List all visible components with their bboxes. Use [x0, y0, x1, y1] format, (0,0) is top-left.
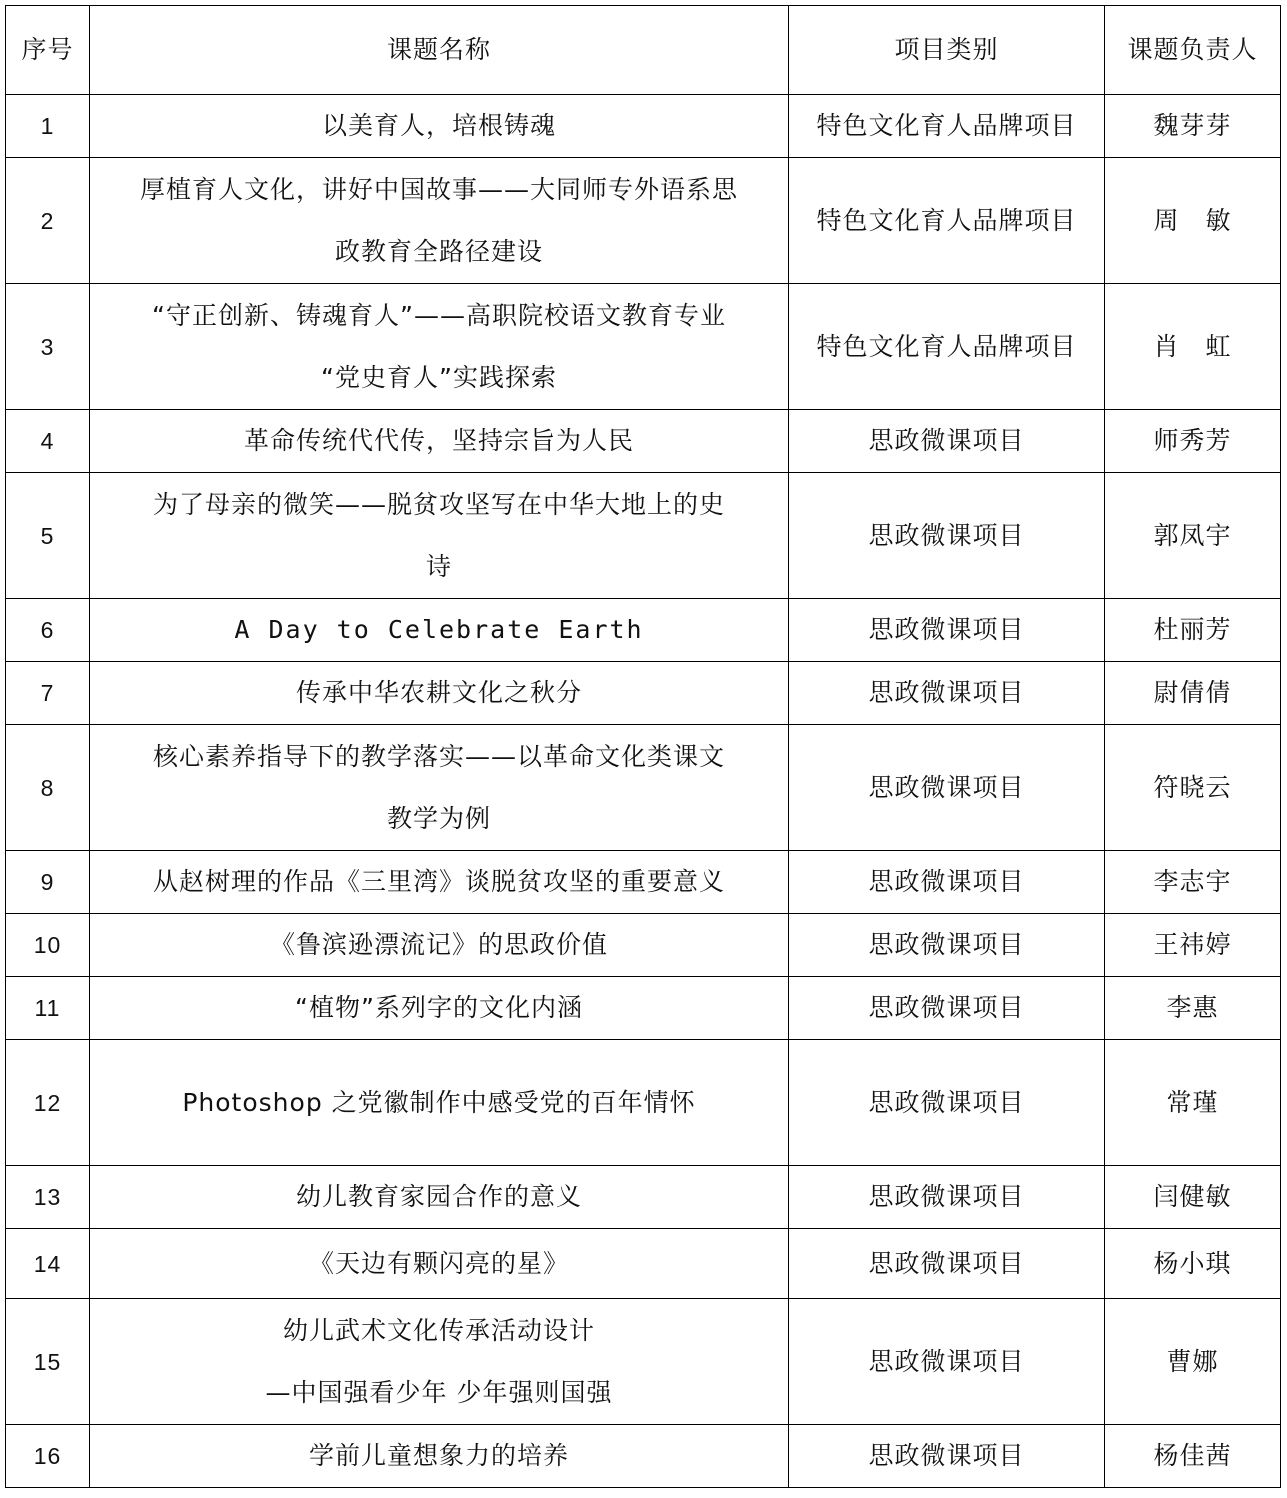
row-category: 思政微课项目: [789, 410, 1105, 473]
title-line: 学前儿童想象力的培养: [308, 1441, 569, 1470]
title-line: 幼儿教育家园合作的意义: [295, 1182, 582, 1211]
table-row: [6, 662, 1281, 725]
table-row: [6, 1299, 1281, 1425]
row-category: 思政微课项目: [789, 1166, 1105, 1229]
row-leader: 杨小琪: [1105, 1229, 1281, 1299]
title-line: 传承中华农耕文化之秋分: [295, 678, 582, 707]
row-index: 14: [6, 1229, 90, 1299]
title-line: “植物”系列字的文化内涵: [295, 993, 583, 1022]
table-row: [6, 1229, 1281, 1299]
table-row: [6, 851, 1281, 914]
table-row: [6, 914, 1281, 977]
header-leader: 课题负责人: [1105, 6, 1281, 95]
row-category: 思政微课项目: [789, 662, 1105, 725]
title-line: 《天边有颗闪亮的星》: [308, 1248, 569, 1278]
row-title: [90, 1299, 789, 1425]
row-leader: 李志宇: [1105, 851, 1281, 914]
title-line: 厚植育人文化，讲好中国故事——大同师专外语系思: [139, 174, 738, 204]
row-leader: 李惠: [1105, 977, 1281, 1040]
table-row: [6, 599, 1281, 662]
row-category: 特色文化育人品牌项目: [789, 95, 1105, 158]
row-category: 特色文化育人品牌项目: [789, 284, 1105, 410]
table-row: [6, 410, 1281, 473]
row-title: [90, 851, 789, 914]
row-title: [90, 473, 789, 599]
row-index: 4: [6, 410, 90, 473]
table-row: [6, 158, 1281, 284]
table-row: [6, 977, 1281, 1040]
row-title: [90, 1040, 789, 1166]
table-row: [6, 95, 1281, 158]
table-row: [6, 725, 1281, 851]
row-leader: 常瑾: [1105, 1040, 1281, 1166]
project-table: [5, 5, 1281, 1488]
row-title: [90, 1166, 789, 1229]
title-line: “守正创新、铸魂育人”——高职院校语文教育专业: [152, 300, 726, 330]
title-line: 诗: [425, 551, 452, 581]
row-leader: 周 敏: [1105, 158, 1281, 284]
row-index: 16: [6, 1425, 90, 1488]
row-index: 9: [6, 851, 90, 914]
row-leader: 杜丽芳: [1105, 599, 1281, 662]
row-title: [90, 1229, 789, 1299]
row-leader: 魏芽芽: [1105, 95, 1281, 158]
title-line: 革命传统代代传，坚持宗旨为人民: [243, 426, 634, 455]
title-line: 以美育人，培根铸魂: [321, 111, 556, 140]
row-category: 思政微课项目: [789, 1040, 1105, 1166]
row-category: 思政微课项目: [789, 1229, 1105, 1299]
row-title: [90, 284, 789, 410]
row-category: 思政微课项目: [789, 1299, 1105, 1425]
title-line: 核心素养指导下的教学落实——以革命文化类课文: [152, 741, 725, 771]
title-line: 从赵树理的作品《三里湾》谈脱贫攻坚的重要意义: [152, 867, 725, 896]
title-line: “党史育人”实践探索: [321, 362, 557, 392]
title-line: 为了母亲的微笑——脱贫攻坚写在中华大地上的史: [152, 489, 725, 519]
header-title: 课题名称: [90, 6, 789, 95]
row-index: 10: [6, 914, 90, 977]
row-leader: 尉倩倩: [1105, 662, 1281, 725]
table-row: [6, 1040, 1281, 1166]
row-category: 特色文化育人品牌项目: [789, 158, 1105, 284]
row-index: 3: [6, 284, 90, 410]
row-leader: 师秀芳: [1105, 410, 1281, 473]
table-body: [6, 95, 1281, 1488]
header-row: [6, 6, 1281, 95]
row-title: [90, 95, 789, 158]
row-category: 思政微课项目: [789, 725, 1105, 851]
row-index: 6: [6, 599, 90, 662]
row-index: 5: [6, 473, 90, 599]
row-category: 思政微课项目: [789, 851, 1105, 914]
row-title: [90, 977, 789, 1040]
row-leader: 杨佳茜: [1105, 1425, 1281, 1488]
title-line: —中国强看少年 少年强则国强: [265, 1377, 613, 1407]
title-line: 《鲁滨逊漂流记》的思政价值: [269, 930, 608, 959]
row-category: 思政微课项目: [789, 914, 1105, 977]
row-index: 7: [6, 662, 90, 725]
row-index: 13: [6, 1166, 90, 1229]
row-title: [90, 599, 789, 662]
row-leader: 肖 虹: [1105, 284, 1281, 410]
title-line: 政教育全路径建设: [334, 236, 543, 266]
title-line: 教学为例: [386, 803, 491, 833]
row-index: 15: [6, 1299, 90, 1425]
row-category: 思政微课项目: [789, 977, 1105, 1040]
table-row: [6, 1425, 1281, 1488]
row-leader: 闫健敏: [1105, 1166, 1281, 1229]
table-header: [6, 6, 1281, 95]
row-title: [90, 158, 789, 284]
table-row: [6, 473, 1281, 599]
header-index: 序号: [6, 6, 90, 95]
row-category: 思政微课项目: [789, 1425, 1105, 1488]
row-title: [90, 410, 789, 473]
row-index: 11: [6, 977, 90, 1040]
row-category: 思政微课项目: [789, 473, 1105, 599]
row-leader: 符晓云: [1105, 725, 1281, 851]
row-category: 思政微课项目: [789, 599, 1105, 662]
row-leader: 曹娜: [1105, 1299, 1281, 1425]
row-title: [90, 1425, 789, 1488]
row-index: 1: [6, 95, 90, 158]
row-index: 8: [6, 725, 90, 851]
row-title: [90, 914, 789, 977]
row-leader: 王祎婷: [1105, 914, 1281, 977]
row-index: 2: [6, 158, 90, 284]
row-title: [90, 725, 789, 851]
table-row: [6, 284, 1281, 410]
table-row: [6, 1166, 1281, 1229]
title-line: Photoshop 之党徽制作中感受党的百年情怀: [182, 1087, 696, 1117]
header-category: 项目类别: [789, 6, 1105, 95]
row-leader: 郭凤宇: [1105, 473, 1281, 599]
row-index: 12: [6, 1040, 90, 1166]
title-line: 幼儿武术文化传承活动设计: [282, 1315, 595, 1345]
row-title: [90, 662, 789, 725]
title-line: A Day to Celebrate Earth: [234, 615, 644, 644]
